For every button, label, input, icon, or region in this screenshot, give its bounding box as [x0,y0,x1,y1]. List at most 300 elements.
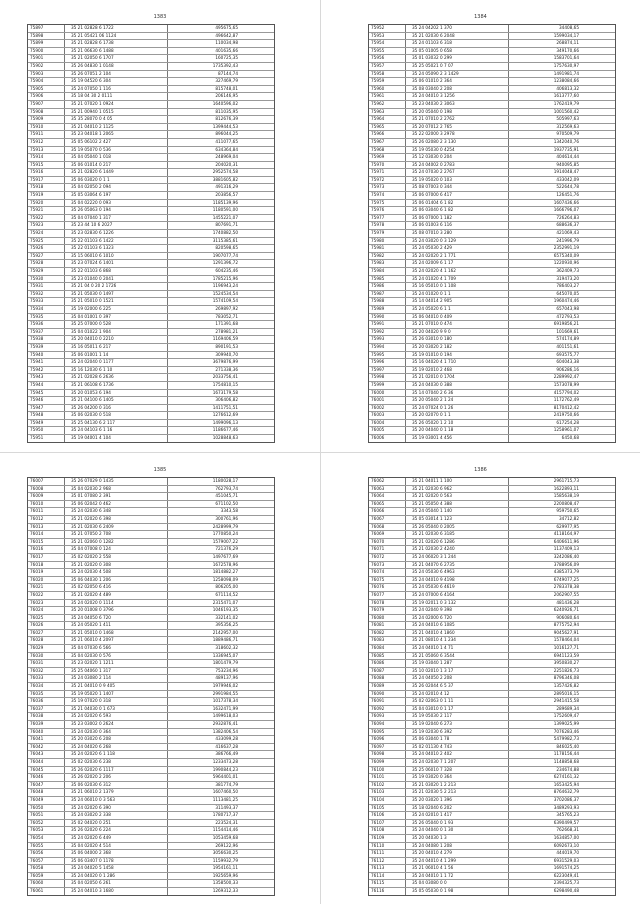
account-code-cell: 35 05 01005 0 658 [406,48,509,55]
amount-cell: 2142957,00 [212,629,238,635]
table-row [28,109,274,117]
account-code-cell: 35 21 02020 4 489 [65,592,168,599]
account-code-cell: 35 06 07000 1 182 [406,215,509,222]
amount-cell: 2394325,73 [553,880,579,886]
amount-cell: 6575340,09 [553,252,579,258]
table-row [28,93,274,101]
row-number-cell: 76048 [28,789,65,796]
account-code-cell: 35 05 06102 2 427 [65,139,168,146]
amount-cell: 806205,00 [215,584,238,590]
account-code-cell: 35 19 01010 0 194 [406,352,509,359]
row-number-cell: 75899 [28,40,65,47]
amount-cell: 8764632,79 [553,789,579,795]
row-number-cell: 75898 [28,33,65,40]
table-row [369,420,615,428]
table-row [369,486,615,494]
row-number-cell: 75992 [369,329,406,336]
amount-cell: 110034,98 [215,40,238,46]
account-code-cell: 35 24 03020 0 3 129 [406,238,509,245]
amount-cell: 433099,28 [215,736,238,742]
row-number-cell: 76091 [369,698,406,705]
table-row [369,359,615,367]
account-code-cell: 35 18 02040 6 202 [406,805,509,812]
table-row [369,352,615,360]
table-row [28,336,274,344]
row-number-cell: 75919 [28,192,65,199]
table-row [369,478,615,486]
amount-cell: 319473,20 [556,275,579,281]
table-row [28,630,274,638]
row-number-cell: 76044 [28,759,65,766]
account-code-cell: 35 04 03010 0 1 17 [406,706,509,713]
amount-cell: 505997,63 [556,116,579,122]
amount-cell: 1196943,24 [212,283,238,289]
table-row [369,577,615,585]
row-number-cell: 76027 [28,630,65,637]
amount-cell: 1524534,54 [212,290,238,296]
table-row [28,184,274,192]
account-code-cell: 35 23 07024 6 1401 [65,260,168,267]
row-number-cell: 76017 [28,554,65,561]
table-row [369,622,615,630]
account-code-cell: 35 20 04040 0 1 18 [406,427,509,434]
table-row [28,71,274,79]
amount-cell: 223524,31 [215,819,238,825]
row-number-cell: 76108 [369,827,406,834]
table-row [369,668,615,676]
account-code-cell: 35 02 02020 2 558 [65,554,168,561]
table-row [369,412,615,420]
account-code-cell: 35 08 07010 3 280 [406,230,509,237]
row-number-cell: 75933 [28,298,65,305]
row-number-cell: 76109 [369,835,406,842]
row-number-cell: 76069 [369,531,406,538]
row-number-cell: 76063 [369,486,406,493]
row-number-cell: 76024 [28,607,65,614]
account-code-cell: 35 14 04014 2 905 [406,298,509,305]
row-number-cell: 75961 [369,93,406,100]
table-row [369,524,615,532]
table-row [369,865,615,873]
amount-cell: 846025,40 [556,743,579,749]
table-row [369,329,615,337]
table-row [28,873,274,881]
amount-cell: 786403,27 [556,283,579,289]
row-number-cell: 76095 [369,729,406,736]
table-row [369,33,615,41]
account-code-cell: 35 25 05021 0 7 07 [406,63,509,70]
account-code-cell: 35 26 05040 0 2005 [406,524,509,531]
account-code-cell: 35 20 03020 2 182 [406,344,509,351]
table-row [28,63,274,71]
table-row [28,577,274,585]
account-code-cell: 35 26 05040 0 1 93 [406,820,509,827]
amount-cell: 617254,28 [556,419,579,425]
amount-cell: 2419750,66 [553,412,579,418]
account-code-cell: 35 05 05030 0 1 98 [406,888,509,895]
row-number-cell: 75958 [369,71,406,78]
amount-cell: 2289992,47 [553,374,579,380]
account-code-cell: 35 06 03040 6 1 82 [406,207,509,214]
table-row [28,390,274,398]
account-code-cell: 35 24 05020 1 411 [65,622,168,629]
table-row [28,420,274,428]
amount-cell: 1258961,07 [553,427,579,433]
row-number-cell: 76039 [28,721,65,728]
row-number-cell: 76050 [28,805,65,812]
row-number-cell: 75946 [28,397,65,404]
table-row [369,827,615,835]
table-row [369,405,615,413]
row-number-cell: 75920 [28,200,65,207]
table-row [28,706,274,714]
table-row [28,721,274,729]
table-row [28,306,274,314]
row-number-cell: 75903 [28,71,65,78]
account-code-cell: 35 21 07010 0 474 [406,321,509,328]
account-code-cell: 35 10 02010 1 3 17 [406,668,509,675]
account-code-cell: 35 21 04070 6 2735 [406,562,509,569]
row-number-cell: 75927 [28,253,65,260]
account-code-cell: 35 24 07050 1 116 [65,86,168,93]
table-row [369,154,615,162]
table-row [28,298,274,306]
table-row [369,336,615,344]
account-code-cell: 35 24 05020 6 1 1 [406,306,509,313]
row-number-cell: 76041 [28,736,65,743]
amount-cell: 1499096,13 [212,419,238,425]
table-row [369,675,615,683]
page-1386 [320,452,640,904]
amount-cell: 404614,44 [556,154,579,160]
page-1383 [0,0,320,452]
account-code-cell: 35 04 02030 0 576 [65,653,168,660]
row-number-cell: 76002 [369,405,406,412]
row-number-cell: 76064 [369,493,406,500]
table-row [369,698,615,706]
amount-cell: 1399444,53 [212,123,238,129]
account-code-cell: 35 24 04040 0 1 30 [406,827,509,834]
row-number-cell: 75953 [369,33,406,40]
row-number-cell: 76018 [28,562,65,569]
table-row [28,531,274,539]
table-row [369,314,615,322]
account-code-cell: 35 04 02020 4 514 [65,843,168,850]
account-code-cell: 35 21 02050 6 1707 [65,55,168,62]
row-number-cell: 76067 [369,516,406,523]
account-code-cell: 35 24 04010 2 402 [406,751,509,758]
account-code-cell: 35 24 04010 4 1 299 [406,858,509,865]
row-number-cell: 75900 [28,48,65,55]
amount-cell: 1762419,79 [553,100,579,106]
table-row [28,222,274,230]
account-code-cell: 35 06 01404 6 1 82 [406,200,509,207]
amount-cell: 896044,25 [215,131,238,137]
amount-cell: 2941415,58 [553,698,579,704]
row-number-cell: 76094 [369,721,406,728]
account-code-cell: 35 24 05040 1 140 [406,508,509,515]
amount-cell: 451045,71 [215,493,238,499]
table-row [28,321,274,329]
row-number-cell: 75941 [28,359,65,366]
account-code-cell: 35 20 04020 9 9 0 [406,329,509,336]
amount-cell: 395356,25 [215,622,238,628]
row-number-cell: 76049 [28,797,65,804]
row-number-cell: 75947 [28,405,65,412]
table-row [28,508,274,516]
table-row [369,713,615,721]
row-number-cell: 76087 [369,668,406,675]
amount-cell: 2961715,73 [553,478,579,483]
account-code-cell: 35 06 02030 6 312 [65,782,168,789]
account-code-cell: 35 02 02050 6 416 [65,584,168,591]
table-row [28,55,274,63]
account-code-cell: 35 24 02030 7 1 207 [406,759,509,766]
amount-cell: 311493,37 [215,804,238,810]
table-row [28,774,274,782]
amount-cell: 753234,96 [215,667,238,673]
row-number-cell: 75915 [28,162,65,169]
account-code-cell: 35 24 02030 4 508 [65,569,168,576]
amount-cell: 815748,01 [215,85,238,91]
amount-cell: 300761,96 [215,515,238,521]
account-code-cell: 35 25 07000 0 528 [65,321,168,328]
table-row [369,109,615,117]
amount-cell: 1752609,47 [553,713,579,719]
table-row [369,215,615,223]
amount-cell: 1634857,00 [553,834,579,840]
amount-cell: 312569,63 [556,123,579,129]
account-code-cell: 35 21 02820 6 1449 [65,169,168,176]
account-code-cell: 35 19 03001 4 456 [406,435,509,442]
account-code-cell: 35 22 01103 6 868 [65,268,168,275]
row-number-cell: 75965 [369,124,406,131]
amount-cell: 645070,05 [556,290,579,296]
amount-cell: 1907077,74 [212,252,238,258]
account-code-cell: 35 06 04000 2 368 [65,850,168,857]
account-code-cell: 35 24 04020 6 268 [65,744,168,751]
row-number-cell: 76084 [369,645,406,652]
amount-cell: 4118164,97 [553,531,579,537]
table-row [369,736,615,744]
amount-cell: 1016127,71 [553,645,579,651]
table-row [369,390,615,398]
amount-cell: 2895016,15 [553,690,579,696]
table-row [28,493,274,501]
amount-cell: 401151,61 [556,343,579,349]
table-row [28,486,274,494]
account-code-cell: 35 21 02020 6 1286 [406,539,509,546]
row-number-cell: 76075 [369,577,406,584]
row-number-cell: 75944 [28,382,65,389]
amount-cell: 2428999,79 [212,523,238,529]
row-number-cell: 76005 [369,427,406,434]
account-code-cell: 35 19 07020 0 318 [65,698,168,705]
account-code-cell: 35 21 02010 0 1704 [406,374,509,381]
amount-cell: 6919856,21 [553,321,579,327]
data-table [27,477,275,896]
account-code-cell: 35 21 02030 6 962 [406,486,509,493]
table-row [369,767,615,775]
account-code-cell: 35 24 04020 5 1458 [65,865,168,872]
table-row [369,835,615,843]
amount-cell: 6390499,57 [553,819,579,825]
row-number-cell: 76074 [369,569,406,576]
amount-cell: 1954161,11 [212,865,238,871]
amount-cell: 1622893,11 [553,485,579,491]
account-code-cell: 35 24 04010 3 1256 [406,93,509,100]
account-code-cell: 35 26 02080 2 3 130 [406,139,509,146]
account-code-cell: 35 24 04030 0 388 [406,382,509,389]
table-row [369,253,615,261]
data-table [368,477,616,896]
table-row [28,789,274,797]
amount-cell: 693575,77 [556,351,579,357]
table-row [369,554,615,562]
table-row [28,524,274,532]
row-number-cell: 76021 [28,584,65,591]
row-number-cell: 76047 [28,782,65,789]
row-number-cell: 76001 [369,397,406,404]
table-row [28,713,274,721]
account-code-cell: 35 24 04010 1 1 72 [406,873,509,880]
account-code-cell: 35 21 04010 4 1860 [406,630,509,637]
row-number-cell: 76086 [369,660,406,667]
account-code-cell: 35 20 04010 0 2210 [65,336,168,343]
amount-cell: 959750,65 [556,508,579,514]
row-number-cell: 76112 [369,858,406,865]
row-number-cell: 76079 [369,607,406,614]
table-row [28,501,274,509]
table-row [28,744,274,752]
account-code-cell: 35 24 04002 0 2783 [406,162,509,169]
amount-cell: 1607436,66 [553,199,579,205]
account-code-cell: 35 06 03020 0 1 1 [65,177,168,184]
table-row [28,592,274,600]
table-row [369,812,615,820]
account-code-cell: 35 20 03020 6 208 [65,736,168,743]
row-number-cell: 76052 [28,820,65,827]
account-code-cell: 35 01 03032 0 299 [406,55,509,62]
account-code-cell: 35 04 02220 0 093 [65,200,168,207]
table-row [369,630,615,638]
table-row [369,40,615,48]
amount-cell: 783052,71 [215,313,238,319]
account-code-cell: 35 21 02020 0 563 [406,493,509,500]
table-row [369,797,615,805]
amount-cell: 1046193,35 [212,607,238,613]
table-row [369,298,615,306]
row-number-cell: 76093 [369,713,406,720]
amount-cell: 2952574,58 [212,169,238,175]
row-number-cell: 76115 [369,880,406,887]
account-code-cell: 35 06 03407 0 1178 [65,858,168,865]
amount-cell: 1960474,46 [553,298,579,304]
account-code-cell: 35 04 03080 0 0 [406,880,509,887]
table-row [28,177,274,185]
row-number-cell: 76065 [369,501,406,508]
amount-cell: 1291396,72 [212,260,238,266]
table-row [369,55,615,63]
account-code-cell: 35 24 02020 4 1 162 [406,268,509,275]
account-code-cell: 35 05 03064 6 197 [65,192,168,199]
row-number-cell: 76053 [28,827,65,834]
amount-cell: 1757630,97 [553,62,579,68]
table-row [369,48,615,56]
table-row [369,276,615,284]
amount-cell: 2932876,41 [212,721,238,726]
row-number-cell: 76099 [369,759,406,766]
account-code-cell: 35 24 04010 6 1085 [406,622,509,629]
row-number-cell: 75973 [369,184,406,191]
table-row [369,207,615,215]
table-row [28,584,274,592]
table-row [28,539,274,547]
table-row [28,253,274,261]
table-row [28,147,274,155]
table-row [369,25,615,33]
account-code-cell: 35 23 03002 0 2624 [65,721,168,728]
table-row [28,835,274,843]
row-number-cell: 76058 [28,865,65,872]
amount-cell: 6092673,10 [553,842,579,848]
amount-cell: 362409,73 [556,268,579,273]
row-number-cell: 75922 [28,215,65,222]
amount-cell: 1411751,51 [212,404,238,410]
account-code-cell: 35 19 05030 0 4254 [406,147,509,154]
account-code-cell: 35 21 06010 2 1379 [65,789,168,796]
table-row [28,427,274,435]
row-number-cell: 76022 [28,592,65,599]
row-number-cell: 75970 [369,162,406,169]
account-code-cell: 35 22 02000 3 2978 [406,131,509,138]
table-row [369,744,615,752]
row-number-cell: 76113 [369,865,406,872]
amount-cell: 1574109,54 [212,298,238,304]
amount-cell: 8796346,08 [553,675,579,681]
row-number-cell: 75930 [28,276,65,283]
amount-cell: 206146,95 [215,93,238,99]
row-number-cell: 75966 [369,131,406,138]
row-number-cell: 76030 [28,653,65,660]
amount-cell: 1754810,15 [212,381,238,387]
amount-cell: 268874,11 [556,40,579,46]
account-code-cell: 35 20 07012 2 765 [406,124,509,131]
table-row [369,222,615,230]
row-number-cell: 75990 [369,314,406,321]
account-code-cell: 35 25 06010 7 328 [406,767,509,774]
account-code-cell: 35 20 03020 1 396 [406,797,509,804]
table-row [369,200,615,208]
table-row [369,397,615,405]
account-code-cell: 35 26 02020 6 224 [65,827,168,834]
account-code-cell: 35 19 02040 6 273 [406,721,509,728]
row-number-cell: 75954 [369,40,406,47]
account-code-cell: 35 02 02030 6 238 [65,759,168,766]
row-number-cell: 75908 [28,109,65,116]
row-number-cell: 76000 [369,390,406,397]
account-code-cell: 35 20 01008 0 3796 [65,607,168,614]
amount-cell: 1673179,58 [212,389,238,395]
amount-cell: 3489293,93 [553,804,579,810]
row-number-cell: 75907 [28,101,65,108]
amount-cell: 1399025,99 [553,721,579,726]
row-number-cell: 76114 [369,873,406,880]
account-code-cell: 35 23 04018 1 2065 [65,131,168,138]
table-row [28,562,274,570]
row-number-cell: 76040 [28,729,65,736]
table-row [369,230,615,238]
